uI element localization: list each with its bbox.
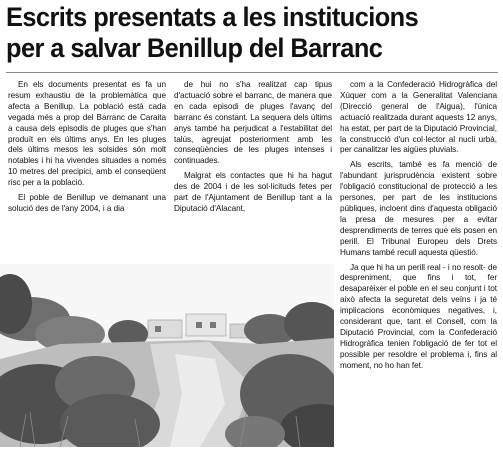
headline-line-2: per a salvar Benillup del Barranc <box>6 33 383 63</box>
article-column-1 <box>8 80 166 215</box>
article-column-2 <box>174 80 332 215</box>
article-photo <box>0 264 334 447</box>
headline-line-1: Escrits presentats a les institucions <box>6 2 419 32</box>
paragraph: Malgrat els contactes que hi ha hagut des de 2004 i de les sol·licituds fetes per part de l'Ajuntament de Benillup tant a la Diputació d'Alacant, <box>174 171 332 213</box>
headline-divider <box>6 72 498 73</box>
paragraph: En els documents presentat es fa un resum exhaustiu de la problemàtica que afecta a Benillup. La població està cada vegada més a prop del Barranc de Caraita a causa dels episodis de pluges que s'han produït en els últims anys. En les pluges dels últims mesos les solsides són molt notables i hi ha vivendes situades a només 10 metres del precipici, amb el conseqüent risc per a la població. <box>8 80 166 188</box>
paragraph: com a la Confederació Hidrogràfica del Xúquer com a la Generalitat Valenciana (Direcció general de l'Aigua), l'única actuació realitzada durant aquests 12 anys, ha estat, per part de la Diputació Provincial, la construcció d'un col·lector al nucli urbà, per canalitzar les aigües pluvials. <box>340 80 497 155</box>
paragraph: Ja que hi ha un perill real - i no resolt- de despreniment, que fins i tot, fer desaparèixer el poble en el seu conjunt i tot això afecta la seguretat dels veïns i ja té implicacions econòmiques negatives, i, considerant que, tant el Consell, com la Diputació Provincial, com la Confederació Hidrogràfica tenien l'obligació de fer tot el possible per resoldre el problema i, fins al moment, no ho han fet. <box>340 262 497 370</box>
paragraph: Als escrits, també es fa menció de l'abundant jurisprudència existent sobre l'obligació constitucional de protecció a les persones, per part de les institucions públiques, incloent dins d'aquesta obligació la presa de mesures per a evitar desprendiments de terres que els posen en perill. El Tribunal Europeu dels Drets Humans també recull aquesta qüestió. <box>340 160 497 257</box>
paragraph: El poble de Benillup ve demanant una solució des de l'any 2004, i a dia <box>8 193 166 213</box>
article-column-3 <box>340 80 497 372</box>
article-headline <box>6 2 468 64</box>
barranc-photo-illustration <box>0 264 334 447</box>
paragraph: de hui no s'ha realitzat cap tipus d'actuació sobre el barranc, de manera que en cada episodi de pluges l'avanç del barranc és constant. La sequera dels últims anys també ha perjudicat a l'estabilitat del talús, agreujat posteriorment amb les conseqüències de les pluges intenses i continuades. <box>174 80 332 166</box>
